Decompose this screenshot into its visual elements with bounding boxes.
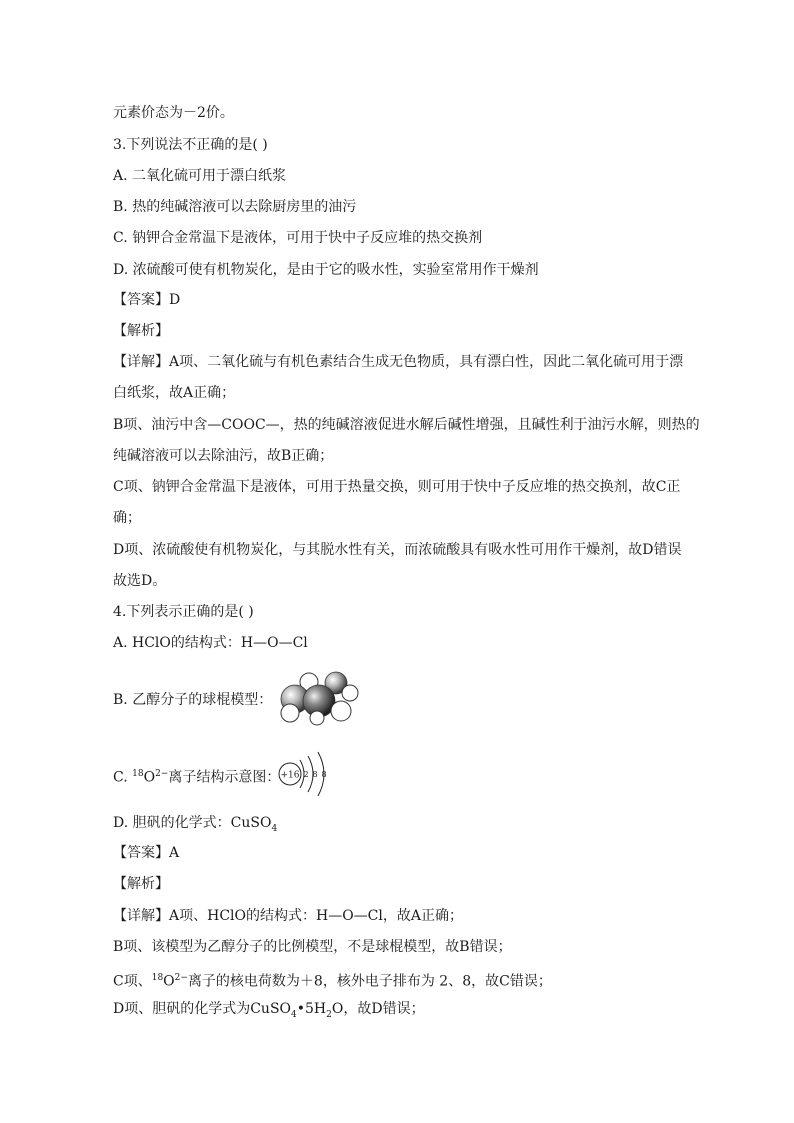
option-b: B. 乙醇分子的球棍模型： [113, 692, 273, 708]
subscript: 4 [271, 823, 278, 834]
text-line: 元素价态为－2价。 [113, 105, 234, 121]
explanation-line: 白纸浆，故A正确； [113, 385, 236, 401]
explanation-line: C项、钠钾合金常温下是液体，可用于热量交换，则可用于快中子反应堆的热交换剂，故C正 [113, 479, 681, 495]
question-4-stem: 4.下列表示正确的是( ) [113, 604, 254, 620]
option-c-prefix: C. [113, 769, 133, 786]
explanation-line: 确； [113, 510, 141, 526]
explanation-line: 故选D。 [113, 573, 167, 589]
ion-structure-diagram [276, 750, 342, 800]
explanation-text: 离子的核电荷数为＋8，核外电子排布为 2、8，故C错误； [187, 973, 552, 990]
subscript: 4 [291, 1009, 297, 1020]
option-c: C. 钠钾合金常温下是液体，可用于快中子反应堆的热交换剂 [113, 230, 483, 246]
explanation-line: 【详解】A项、二氧化硫与有机色素结合生成无色物质，具有漂白性，因此二氧化硫可用于漂 [113, 354, 684, 370]
explanation-line: 纯碱溶液可以去除油污，故B正确； [113, 448, 334, 464]
mass-number: 18 [132, 769, 144, 779]
answer-label: 【答案】A [113, 845, 180, 861]
explanation-line [113, 968, 552, 992]
option-c [113, 764, 280, 788]
space-filling-model-icon [277, 668, 359, 726]
subscript: 2 [326, 1009, 332, 1020]
answer-label: 【答案】D [113, 292, 181, 308]
ion-charge: 2− [155, 769, 169, 779]
shell-electron-count: 8 [321, 770, 327, 779]
shell-electron-count: 8 [312, 770, 318, 779]
option-c-text: 离子结构示意图： [168, 769, 281, 786]
analysis-label: 【解析】 [113, 876, 169, 892]
explanation-line: D项、浓硫酸使有机物炭化，与其脱水性有关，而浓硫酸具有吸水性可用作干燥剂，故D错误 [113, 542, 682, 558]
option-b: B. 热的纯碱溶液可以去除厨房里的油污 [113, 199, 357, 215]
explanation-line: 【详解】A项、HClO的结构式：H—O—Cl，故A正确； [113, 908, 463, 924]
analysis-label: 【解析】 [113, 323, 169, 339]
option-a: A. 二氧化硫可用于漂白纸浆 [113, 168, 287, 184]
option-a: A. HClO的结构式：H—O—Cl [113, 635, 308, 651]
explanation-line [113, 999, 425, 1025]
nucleus-charge: +16 [280, 770, 300, 781]
element-symbol: O [163, 973, 175, 990]
explanation-text: •5H [296, 1001, 327, 1017]
explanation-prefix: C项、 [113, 973, 152, 990]
option-d: D. 浓硫酸可使有机物炭化，是由于它的吸水性，实验室常用作干燥剂 [113, 262, 539, 278]
shell-electron-count: 2 [303, 770, 309, 779]
question-3-stem: 3.下列说法不正确的是( ) [113, 137, 268, 153]
option-d-text: D. 胆矾的化学式：CuSO [113, 815, 272, 831]
element-symbol: O [143, 769, 156, 786]
ion-charge: 2− [174, 973, 188, 983]
explanation-text: O，故D错误； [331, 1001, 425, 1017]
mass-number: 18 [151, 973, 164, 983]
option-d [113, 813, 277, 839]
explanation-text: D项、胆矾的化学式为CuSO [113, 1001, 292, 1017]
explanation-line: B项、油污中含—COOC—，热的纯碱溶液促进水解后碱性增强，且碱性利于油污水解，则热的 [113, 417, 700, 433]
explanation-line: B项、该模型为乙醇分子的比例模型，不是球棍模型，故B错误； [113, 939, 512, 955]
